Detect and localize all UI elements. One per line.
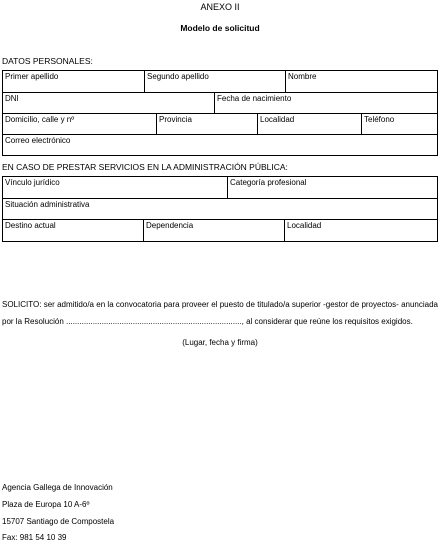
- legal-relationship-field[interactable]: Vínculo jurídico: [5, 178, 60, 187]
- province-field[interactable]: Provincia: [156, 114, 257, 134]
- name-field[interactable]: Nombre: [285, 71, 437, 92]
- professional-category-field[interactable]: Categoría profesional: [227, 177, 437, 198]
- agency-city: 15707 Santiago de Compostela: [2, 517, 115, 526]
- agency-street: Plaza de Europa 10 A-6º: [2, 500, 90, 509]
- first-surname-field[interactable]: Primer apellido: [5, 72, 59, 81]
- service-locality-field[interactable]: Localidad: [284, 220, 437, 241]
- public-service-heading: EN CASO DE PRESTAR SERVICIOS EN LA ADMINISTRACIÓN PÚBLICA:: [2, 162, 288, 172]
- second-surname-field[interactable]: Segundo apellido: [144, 71, 285, 92]
- signature-line: (Lugar, fecha y firma): [182, 338, 258, 347]
- table-row: [3, 219, 437, 241]
- annex-label: ANEXO II: [200, 2, 240, 12]
- table-row: [3, 113, 437, 134]
- birth-date-field[interactable]: Fecha de nacimiento: [214, 93, 437, 113]
- form-title: Modelo de solicitud: [180, 23, 260, 33]
- email-field[interactable]: Correo electrónico: [5, 136, 71, 145]
- public-service-table: [2, 176, 438, 242]
- table-row: [3, 177, 437, 198]
- table-row: [3, 198, 437, 219]
- table-row: [3, 71, 437, 92]
- administrative-situation-field[interactable]: Situación administrativa: [5, 200, 90, 209]
- current-post-field[interactable]: Destino actual: [5, 221, 56, 230]
- locality-field[interactable]: Localidad: [257, 114, 361, 134]
- personal-data-table: [2, 70, 438, 156]
- request-paragraph: SOLICITO: ser admitido/a en la convocatoria para proveer el puesto de titulado/a superior -gestor de proyectos- anunciada por la Resolución ..............................................................................., al considerar que reúne los requisitos exigidos.: [2, 300, 438, 326]
- personal-data-heading: DATOS PERSONALES:: [2, 56, 93, 66]
- address-field[interactable]: Domicilio, calle y nº: [5, 115, 75, 124]
- agency-fax: Fax: 981 54 10 39: [2, 533, 67, 542]
- agency-name: Agencia Gallega de Innovación: [2, 483, 113, 492]
- table-row: [3, 92, 437, 113]
- department-field[interactable]: Dependencia: [143, 220, 284, 241]
- table-row: [3, 134, 437, 155]
- dni-field[interactable]: DNI: [5, 94, 19, 103]
- phone-field[interactable]: Teléfono: [361, 114, 437, 134]
